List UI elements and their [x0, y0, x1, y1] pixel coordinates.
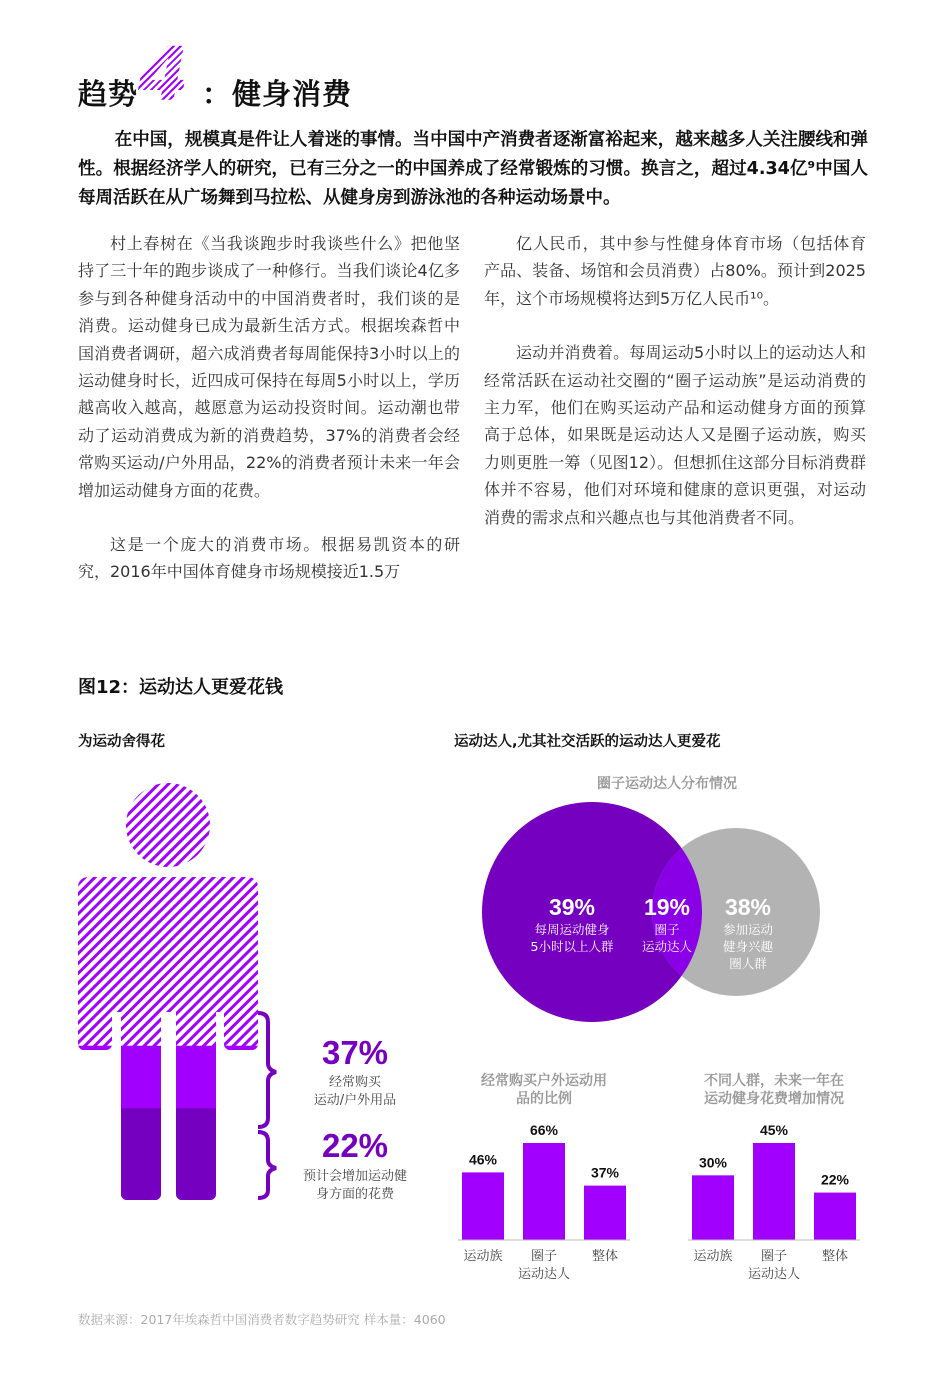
title-number: 4	[138, 32, 190, 118]
bar-value-label: 66%	[529, 1122, 559, 1138]
venn-left-value: 39%	[548, 894, 596, 920]
venn-left-label: 5小时以上人群	[530, 939, 614, 954]
bar-value-label: 46%	[468, 1151, 498, 1168]
bar-chart-purchase	[458, 1072, 630, 1282]
bar	[753, 1143, 795, 1240]
bar-category-label: 运动族	[693, 1249, 733, 1264]
venn-right-label: 圈人群	[729, 956, 767, 971]
bar-category-label: 整体	[821, 1249, 849, 1264]
bar-chart-title: 品的比例	[516, 1091, 572, 1107]
venn-right-value: 38%	[724, 894, 772, 920]
data-source: 数据来源：2017年埃森哲中国消费者数字趋势研究 样本量：4060	[78, 1312, 446, 1327]
bar-chart-title: 运动健身花费增加情况	[704, 1091, 844, 1107]
bar-category-label: 整体	[591, 1249, 619, 1264]
body-paragraph: 运动并消费着。每周运动5小时以上的运动达人和经常活跃在运动社交圈的“圈子运动族”是运动消费的主力军，他们在购买运动产品和运动健身方面的预算高于总体，如果既是运动达人又是圈子运动族，购买力则更胜一筹（见图12）。但想抓住这部分目标消费群体并不容易，他们对环境和健康的意识更强，对运动消费的需求点和兴趣点也与其他消费者不同。	[484, 343, 866, 527]
bar	[523, 1143, 565, 1240]
person-band-22	[70, 1108, 270, 1200]
venn-left-label: 每周运动健身	[534, 922, 610, 937]
brace-icon	[258, 1132, 276, 1198]
person-band-37	[70, 1046, 270, 1200]
bar-category-label: 运动达人	[747, 1267, 801, 1282]
bar-value-label: 30%	[698, 1154, 728, 1171]
title-suffix: ：健身消费	[202, 77, 353, 111]
bar-category-label: 圈子	[530, 1249, 558, 1264]
stat-label: 经常购买	[328, 1075, 382, 1090]
bar-category-label: 运动族	[463, 1249, 503, 1264]
bar	[814, 1193, 856, 1240]
person-figure	[70, 780, 270, 1210]
stat-value: 37%	[321, 1034, 389, 1071]
bar-chart-spending	[688, 1072, 860, 1282]
bar-category-label: 圈子	[760, 1249, 788, 1264]
figure-title: 图12：运动达人更爱花钱	[78, 677, 284, 698]
venn-middle-label: 运动达人	[641, 939, 693, 954]
venn-middle-label: 圈子	[654, 922, 680, 937]
bar-chart-title: 经常购买户外运动用	[481, 1073, 607, 1089]
bar-chart-title: 不同人群，未来一年在	[704, 1073, 844, 1089]
body-paragraph: 村上春树在《当我谈跑步时我谈些什么》把他坚持了三十年的跑步谈成了一种修行。当我们谈论4亿多参与到各种健身活动中的中国消费者时，我们谈的是消费。运动健身已成为最新生活方式。根据埃森哲中国消费者调研，超六成消费者每周能保持3小时以上的运动健身时长，近四成可保持在每周5小时以上，学历越高收入越高，越愿意为运动投资时间。运动潮也带动了运动消费成为新的消费趋势，37%的消费者会经常购买运动/户外用品，22%的消费者预计未来一年会增加运动健身方面的花费。	[78, 234, 460, 500]
venn-title: 圈子运动达人分布情况	[597, 776, 737, 792]
figure-left-subtitle: 为运动舍得花	[78, 734, 165, 750]
body-paragraph: 这是一个庞大的消费市场。根据易凯资本的研究，2016年中国体育健身市场规模接近1.5万	[78, 535, 460, 582]
stat-label: 身方面的花费	[315, 1187, 395, 1202]
bar-category-label: 运动达人	[517, 1267, 571, 1282]
brace-icon	[258, 1013, 276, 1127]
body-paragraph: 亿人民币，其中参与性健身体育市场（包括体育产品、装备、场馆和会员消费）占80%。预计到2025年，这个市场规模将达到5万亿人民币¹⁰。	[484, 234, 866, 308]
bar	[462, 1172, 504, 1240]
venn-right-label: 参加运动	[722, 922, 774, 937]
bar-value-label: 37%	[590, 1164, 620, 1181]
stat-value: 22%	[321, 1127, 389, 1164]
venn-middle-value: 19%	[643, 894, 691, 920]
figure-right-subtitle: 运动达人,尤其社交活跃的运动达人更爱花	[454, 734, 721, 750]
stat-label: 运动/户外用品	[313, 1093, 397, 1108]
bar	[692, 1175, 734, 1240]
person-hatch-region	[70, 780, 270, 1210]
bar-value-label: 22%	[820, 1171, 850, 1188]
bar	[584, 1186, 626, 1240]
stat-label: 预计会增加运动健	[302, 1169, 408, 1184]
bar-value-label: 45%	[759, 1122, 789, 1138]
lead-paragraph: 在中国，规模真是件让人着迷的事情。当中国中产消费者逐渐富裕起来，越来越多人关注腰线和弹性。根据经济学人的研究，已有三分之一的中国养成了经常锻炼的习惯。换言之，超过4.34亿⁹中国人每周活跃在从广场舞到马拉松、从健身房到游泳池的各种运动场景中。	[78, 130, 868, 208]
venn-right-label: 健身兴趣	[722, 939, 774, 954]
title-prefix: 趋势	[78, 77, 139, 111]
